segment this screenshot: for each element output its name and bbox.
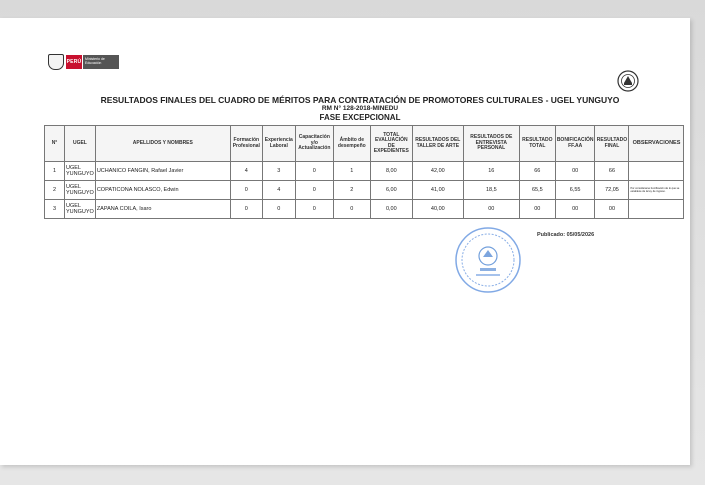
column-header: Formación Profesional <box>230 126 262 162</box>
table-cell: 0 <box>230 200 262 219</box>
table-cell: COPATICONA NOLASCO, Edwin <box>95 181 230 200</box>
table-cell: ZAPANA COILA, Isaro <box>95 200 230 219</box>
column-header: Capacitación y/o Actualización <box>295 126 333 162</box>
column-header: Experiencia Laboral <box>262 126 295 162</box>
column-header: APELLIDOS Y NOMBRES <box>95 126 230 162</box>
table-cell: 1 <box>45 162 65 181</box>
institution-seal-icon <box>617 70 639 92</box>
table-header-row <box>45 126 684 162</box>
table-cell: 66 <box>519 162 555 181</box>
resolution-number: RM N° 128-2018-MINEDU <box>321 105 399 112</box>
column-header: BONIFICACIÓN FF.AA <box>555 126 595 162</box>
table-cell: 18,5 <box>463 181 519 200</box>
table-cell: UGEL YUNGUYO <box>65 181 96 200</box>
table-row <box>45 200 684 219</box>
table-cell: 4 <box>262 181 295 200</box>
column-header: OBSERVACIONES <box>629 126 684 162</box>
table-cell: 0 <box>295 162 333 181</box>
table-cell: 6,55 <box>555 181 595 200</box>
shield-icon <box>48 54 64 70</box>
table-cell: 65,5 <box>519 181 555 200</box>
publication-date: Publicado: 05/05/2026 <box>537 232 595 238</box>
table-cell: 0 <box>333 200 370 219</box>
table-cell: 3 <box>262 162 295 181</box>
column-header: TOTAL EVALUACIÓN DE EXPEDIENTES <box>370 126 412 162</box>
government-logo <box>48 54 119 70</box>
table-cell: 6,00 <box>370 181 412 200</box>
column-header: RESULTADOS DEL TALLER DE ARTE <box>412 126 463 162</box>
table-row <box>45 181 684 200</box>
table-cell <box>629 162 684 181</box>
table-cell: UGEL YUNGUYO <box>65 200 96 219</box>
table-cell: 0,00 <box>370 200 412 219</box>
document-title: RESULTADOS FINALES DEL CUADRO DE MÉRITOS PARA CONTRATACIÓN DE PROMOTORES CULTURALES - UGEL YUNGUYO <box>100 95 620 105</box>
table-row <box>45 162 684 181</box>
table-cell <box>629 200 684 219</box>
table-cell: 2 <box>45 181 65 200</box>
column-header: RESULTADO TOTAL <box>519 126 555 162</box>
table-cell: 16 <box>463 162 519 181</box>
table-cell: 0 <box>230 181 262 200</box>
table-cell: 3 <box>45 200 65 219</box>
table-cell: 72,05 <box>595 181 629 200</box>
table-cell: 00 <box>555 162 595 181</box>
column-header: N° <box>45 126 65 162</box>
table-cell: 41,00 <box>412 181 463 200</box>
column-header: RESULTADO FINAL <box>595 126 629 162</box>
table-cell: 1 <box>333 162 370 181</box>
table-cell: 0 <box>295 181 333 200</box>
table-cell: 0 <box>262 200 295 219</box>
official-stamp-icon <box>454 226 522 294</box>
table-cell: 00 <box>595 200 629 219</box>
column-header: RESULTADOS DE ENTREVISTA PERSONAL <box>463 126 519 162</box>
results-table <box>44 125 684 219</box>
table-cell: 00 <box>555 200 595 219</box>
column-header: Ámbito de desempeño <box>333 126 370 162</box>
table-cell: 42,00 <box>412 162 463 181</box>
table-cell: UCHANICO FANGIN, Rafael Javier <box>95 162 230 181</box>
table-cell: 40,00 <box>412 200 463 219</box>
table-cell: 4 <box>230 162 262 181</box>
table-cell: 2 <box>333 181 370 200</box>
table-cell: 8,00 <box>370 162 412 181</box>
table-cell: 0 <box>295 200 333 219</box>
peru-flag <box>66 55 82 69</box>
table-cell: UGEL YUNGUYO <box>65 162 96 181</box>
table-cell: Por considerarse bonificación de lo que se establece de la ley de ingreso. <box>629 181 684 200</box>
table-cell: 66 <box>595 162 629 181</box>
ministry-text: Ministerio de Educación <box>85 57 105 65</box>
table-cell: 00 <box>463 200 519 219</box>
phase-label: FASE EXCEPCIONAL <box>319 113 401 122</box>
document-page <box>0 18 690 465</box>
table-cell: 00 <box>519 200 555 219</box>
column-header: UGEL <box>65 126 96 162</box>
flag-text: PERÚ <box>66 59 82 65</box>
ministry-box <box>83 55 119 69</box>
